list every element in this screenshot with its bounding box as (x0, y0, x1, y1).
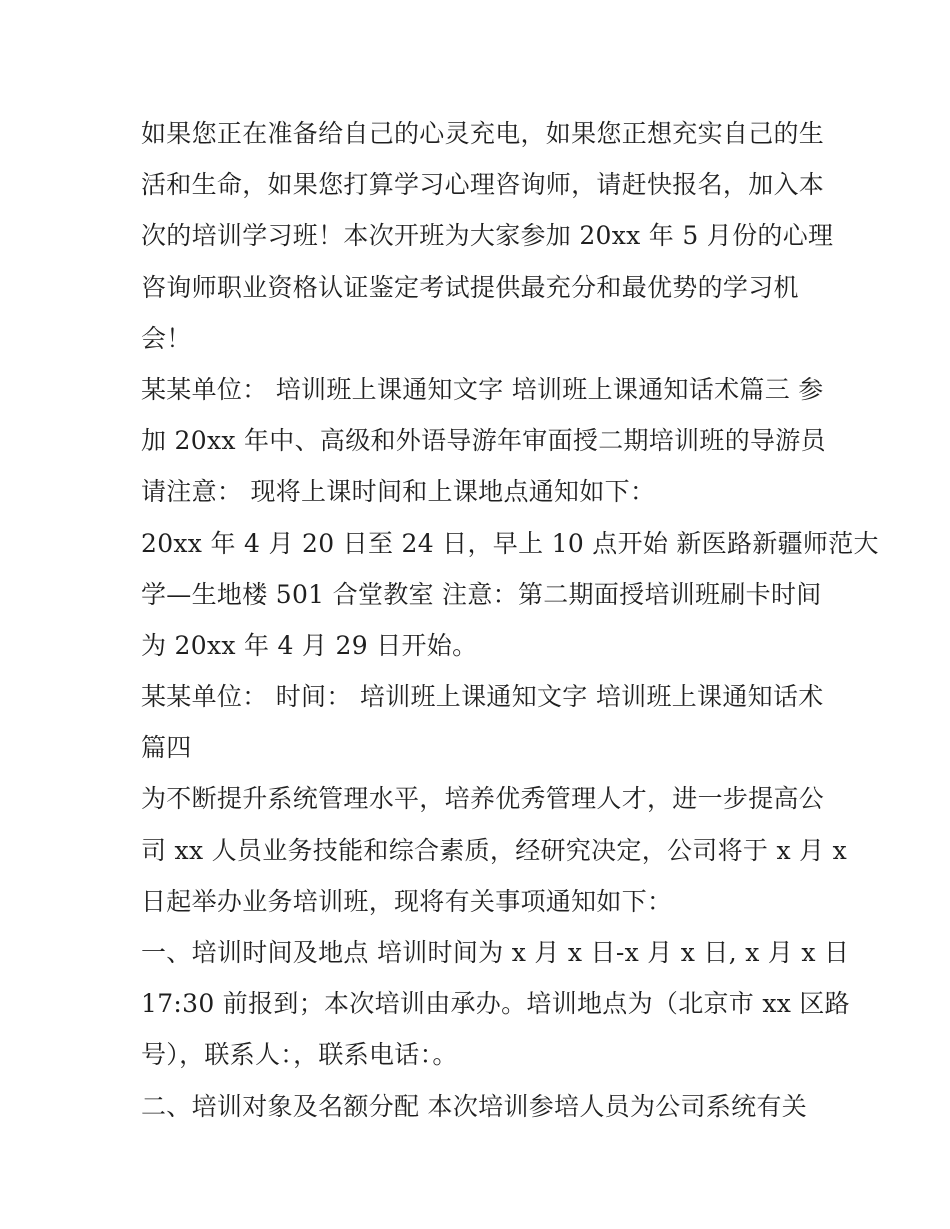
text-line: 学—生地楼 501 合堂教室 注意：第二期面授培训班刷卡时间 (141, 579, 822, 609)
text-line: 20xx 年 4 月 20 日至 24 日，早上 10 点开始 新医路新疆师范大 (141, 528, 879, 558)
text-line: 篇四 (141, 733, 192, 763)
text-line: 请注意： 现将上课时间和上课地点通知如下： (141, 477, 656, 507)
text-line: 二、培训对象及名额分配 本次培训参培人员为公司系统有关 (141, 1091, 808, 1121)
text-line: 为不断提升系统管理水平，培养优秀管理人才，进一步提高公 (141, 784, 825, 814)
text-line: 活和生命，如果您打算学习心理咨询师，请赶快报名，加入本 (141, 170, 825, 200)
text-line: 某某单位： 时间： 培训班上课通知文字 培训班上课通知话术 (141, 682, 824, 712)
text-line: 加 20xx 年中、高级和外语导游年审面授二期培训班的导游员 (141, 426, 826, 456)
text-line: 某某单位： 培训班上课通知文字 培训班上课通知话术篇三 参 (141, 374, 824, 404)
text-line: 日起举办业务培训班，现将有关事项通知如下： (141, 886, 673, 916)
text-line: 如果您正在准备给自己的心灵充电，如果您正想充实自己的生 (141, 119, 825, 148)
text-line: 为 20xx 年 4 月 29 日开始。 (141, 630, 478, 660)
text-line: 次的培训学习班！本次开班为大家参加 20xx 年 5 月份的心理 (141, 221, 834, 251)
text-line: 会！ (141, 323, 192, 353)
document-body (141, 108, 879, 1132)
text-line: 号），联系人：，联系电话：。 (141, 1040, 458, 1070)
text-line: 咨询师职业资格认证鉴定考试提供最充分和最优势的学习机 (141, 272, 799, 302)
text-line: 一、培训时间及地点 培训时间为 x 月 x 日-x 月 x 日, x 月 x 日 (141, 938, 850, 967)
text-line: 17:30 前报到；本次培训由承办。培训地点为（北京市 xx 区路 (141, 989, 850, 1019)
text-line: 司 xx 人员业务技能和综合素质，经研究决定，公司将于 x 月 x (141, 835, 848, 865)
